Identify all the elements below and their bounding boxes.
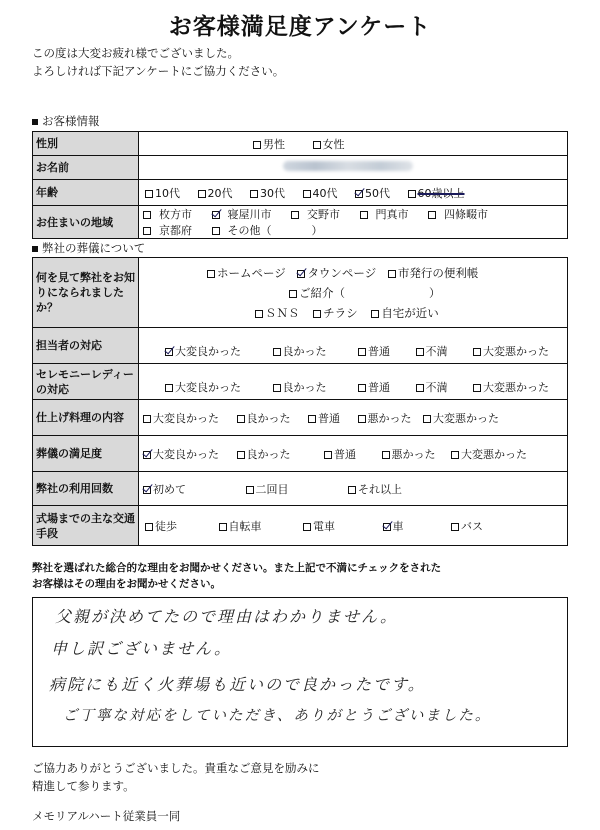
- checked-box-icon[interactable]: [143, 486, 151, 494]
- checkbox-icon[interactable]: [423, 415, 431, 423]
- gender-option-female[interactable]: 女性: [313, 138, 345, 151]
- ceremony-options: [139, 364, 568, 400]
- checkbox-icon[interactable]: [143, 211, 151, 219]
- checkbox-icon[interactable]: [313, 141, 321, 149]
- age-option[interactable]: 10代: [145, 187, 180, 200]
- checkbox-icon[interactable]: [273, 348, 281, 356]
- food-option[interactable]: 良かった: [237, 412, 291, 425]
- checkbox-icon[interactable]: [255, 310, 263, 318]
- staff-label: 担当者の対応: [33, 328, 139, 364]
- prompt-line-2: お客様はその理由をお聞かせください。: [32, 578, 221, 590]
- name-label: お名前: [33, 156, 139, 180]
- checkbox-icon[interactable]: [408, 190, 416, 198]
- age-option-selected[interactable]: 50代: [355, 187, 390, 200]
- checked-box-icon[interactable]: [143, 451, 151, 459]
- checkbox-icon[interactable]: [253, 141, 261, 149]
- checked-box-icon[interactable]: [212, 211, 220, 219]
- square-bullet-icon: [32, 246, 38, 252]
- source-option[interactable]: ホームページ: [207, 266, 286, 280]
- source-option[interactable]: 自宅が近い: [371, 306, 439, 320]
- checkbox-icon[interactable]: [143, 227, 151, 235]
- satisfaction-options: [139, 436, 568, 472]
- ceremony-option[interactable]: 大変悪かった: [473, 381, 549, 394]
- checkbox-icon[interactable]: [237, 415, 245, 423]
- area-options: [139, 206, 568, 239]
- handwriting-line-3: 病院にも近く火葬場も近いので良かったです。: [49, 675, 426, 694]
- checkbox-icon[interactable]: [451, 523, 459, 531]
- checked-box-icon[interactable]: [297, 270, 305, 278]
- name-field[interactable]: [139, 156, 568, 180]
- intro-text: [32, 44, 284, 80]
- food-label: 仕上げ料理の内容: [33, 400, 139, 436]
- checkbox-icon[interactable]: [313, 310, 321, 318]
- transport-option[interactable]: 電車: [303, 520, 335, 533]
- area-option[interactable]: 枚方市: [143, 208, 200, 221]
- checkbox-icon[interactable]: [382, 451, 390, 459]
- customer-info-table: [32, 131, 568, 239]
- age-label: 年齢: [33, 180, 139, 206]
- staff-options: [139, 328, 568, 364]
- checkbox-icon[interactable]: [207, 270, 215, 278]
- customer-section-heading: お客様情報: [32, 113, 100, 129]
- satisfaction-option[interactable]: 悪かった: [382, 448, 436, 461]
- redacted-name: [283, 161, 413, 171]
- checkbox-icon[interactable]: [473, 348, 481, 356]
- source-option-referral[interactable]: ご紹介（ ）: [289, 286, 441, 300]
- transport-options: [139, 506, 568, 546]
- transport-label: 式場までの主な交通手段: [33, 506, 139, 546]
- age-option[interactable]: 60歳以上: [408, 187, 465, 200]
- checkbox-icon[interactable]: [348, 486, 356, 494]
- funeral-survey-table: [32, 257, 568, 546]
- ceremony-option[interactable]: 普通: [358, 381, 390, 394]
- checkbox-icon[interactable]: [473, 384, 481, 392]
- signature: メモリアルハート従業員一同: [32, 809, 181, 823]
- checkbox-icon[interactable]: [451, 451, 459, 459]
- checkbox-icon[interactable]: [237, 451, 245, 459]
- checkbox-icon[interactable]: [145, 190, 153, 198]
- handwriting-line-4: ご丁寧な対応をしていただき、ありがとうございました。: [63, 708, 492, 724]
- checkbox-icon[interactable]: [165, 384, 173, 392]
- satisfaction-option[interactable]: 大変悪かった: [451, 448, 527, 461]
- satisfaction-option[interactable]: 良かった: [237, 448, 291, 461]
- area-option[interactable]: 門真市: [360, 208, 417, 221]
- transport-option[interactable]: 徒歩: [145, 520, 177, 533]
- transport-option-selected[interactable]: 車: [383, 520, 404, 533]
- satisfaction-option-selected[interactable]: 大変良かった: [143, 448, 219, 461]
- checkbox-icon[interactable]: [246, 486, 254, 494]
- food-option[interactable]: 普通: [308, 412, 340, 425]
- funeral-section-heading: 弊社の葬儀について: [32, 240, 145, 256]
- checked-box-icon[interactable]: [383, 523, 391, 531]
- free-comment-prompt: [32, 560, 441, 592]
- area-option[interactable]: 交野市: [291, 208, 348, 221]
- checkbox-icon[interactable]: [358, 348, 366, 356]
- area-option-other[interactable]: その他（ ）: [212, 224, 331, 237]
- handwriting-line-2: 申し訳ございません。: [51, 639, 232, 658]
- checkbox-icon[interactable]: [273, 384, 281, 392]
- gender-option-male[interactable]: 男性: [253, 138, 285, 151]
- ceremony-label: セレモニーレディーの対応: [33, 364, 139, 400]
- checkbox-icon[interactable]: [358, 384, 366, 392]
- area-option[interactable]: 四條畷市: [428, 208, 496, 221]
- gender-options: [139, 132, 568, 156]
- transport-option[interactable]: バス: [451, 520, 483, 533]
- checkbox-icon[interactable]: [360, 211, 368, 219]
- usage-option[interactable]: 二回目: [246, 483, 289, 496]
- checkbox-icon[interactable]: [303, 523, 311, 531]
- area-option-selected[interactable]: 寝屋川市: [212, 208, 280, 221]
- checkbox-icon[interactable]: [145, 523, 153, 531]
- usage-options: [139, 472, 568, 506]
- free-comment-box[interactable]: [32, 597, 568, 747]
- checked-box-icon[interactable]: [355, 190, 363, 198]
- closing-message: [32, 759, 320, 795]
- source-option[interactable]: チラシ: [313, 306, 358, 320]
- usage-option-selected[interactable]: 初めて: [143, 483, 186, 496]
- closing-line-2: 精進して参ります。: [32, 779, 135, 793]
- usage-label: 弊社の利用回数: [33, 472, 139, 506]
- checkbox-icon[interactable]: [388, 270, 396, 278]
- satisfaction-label: 葬儀の満足度: [33, 436, 139, 472]
- handwriting-line-1: 父親が決めてたので理由はわかりません。: [55, 607, 398, 626]
- source-option[interactable]: ＳＮＳ: [255, 306, 300, 320]
- checkbox-icon[interactable]: [219, 523, 227, 531]
- checkbox-icon[interactable]: [143, 415, 151, 423]
- source-option-selected[interactable]: タウンページ: [297, 266, 376, 280]
- prompt-line-1: 弊社を選ばれた総合的な理由をお聞かせください。また上記で不満にチェックをされた: [32, 562, 442, 574]
- checkbox-icon[interactable]: [416, 348, 424, 356]
- food-option[interactable]: 大変良かった: [143, 412, 219, 425]
- age-option[interactable]: 30代: [250, 187, 285, 200]
- checkbox-icon[interactable]: [324, 451, 332, 459]
- staff-option[interactable]: 大変悪かった: [473, 345, 549, 358]
- checked-box-icon[interactable]: [165, 348, 173, 356]
- checkbox-icon[interactable]: [291, 211, 299, 219]
- age-option[interactable]: 20代: [198, 187, 233, 200]
- age-option[interactable]: 40代: [303, 187, 338, 200]
- transport-option[interactable]: 自転車: [219, 520, 262, 533]
- checkbox-icon[interactable]: [303, 190, 311, 198]
- ceremony-option[interactable]: 良かった: [273, 381, 327, 394]
- intro-line-1: この度は大変お疲れ様でございました。: [32, 46, 239, 60]
- staff-option-selected[interactable]: 大変良かった: [165, 345, 241, 358]
- food-option[interactable]: 大変悪かった: [423, 412, 499, 425]
- source-option[interactable]: 市発行の便利帳: [388, 266, 479, 280]
- staff-option[interactable]: 良かった: [273, 345, 327, 358]
- food-option[interactable]: 悪かった: [358, 412, 412, 425]
- food-options: [139, 400, 568, 436]
- intro-line-2: よろしければ下記アンケートにご協力ください。: [32, 64, 285, 78]
- ceremony-option[interactable]: 不満: [416, 381, 448, 394]
- ceremony-option[interactable]: 大変良かった: [165, 381, 241, 394]
- checkbox-icon[interactable]: [289, 290, 297, 298]
- age-options: [139, 180, 568, 206]
- source-label: 何を見て弊社をお知りになられましたか？: [33, 258, 139, 328]
- checkbox-icon[interactable]: [371, 310, 379, 318]
- satisfaction-option[interactable]: 普通: [324, 448, 356, 461]
- area-label: お住まいの地域: [33, 206, 139, 239]
- area-option[interactable]: 京都府: [143, 224, 200, 237]
- source-options: [139, 258, 568, 328]
- gender-label: 性別: [33, 132, 139, 156]
- checkbox-icon[interactable]: [212, 227, 220, 235]
- checkbox-icon[interactable]: [198, 190, 206, 198]
- checkbox-icon[interactable]: [250, 190, 258, 198]
- usage-option[interactable]: それ以上: [348, 483, 402, 496]
- checkbox-icon[interactable]: [308, 415, 316, 423]
- staff-option[interactable]: 普通: [358, 345, 390, 358]
- checkbox-icon[interactable]: [358, 415, 366, 423]
- checkbox-icon[interactable]: [416, 384, 424, 392]
- square-bullet-icon: [32, 119, 38, 125]
- checkbox-icon[interactable]: [428, 211, 436, 219]
- closing-line-1: ご協力ありがとうございました。貴重なご意見を励みに: [32, 761, 320, 775]
- staff-option[interactable]: 不満: [416, 345, 448, 358]
- page-title: お客様満足度アンケート: [168, 14, 432, 40]
